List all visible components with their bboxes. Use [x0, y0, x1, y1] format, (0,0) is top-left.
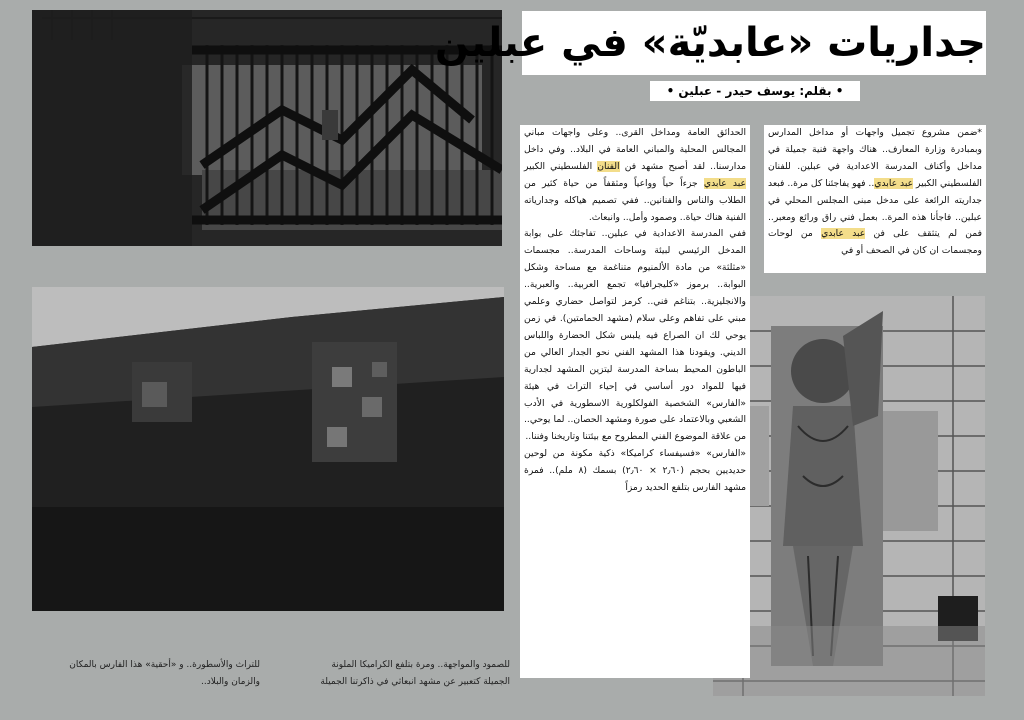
text-run: *ضمن مشروع تجميل واجهات أو مداخل المدارس وبمبادرة وزارة المعارف.. هناك واجهة فنية جميلة في مداخل وأكناف المدرسة الاعدادية في عبلين. للفنان الفلسطيني الكبير: [768, 127, 982, 189]
artist-name-highlight: عبد عابدي: [821, 228, 866, 240]
paragraph: [768, 125, 982, 260]
paragraph: ففي المدرسة الاعدادية في عبلين.. تفاجئك على بوابة المدخل الرئيسي لبيئة وساحات المدرسة.. مجسمات «مثلثة» من مادة الألمنيوم متناغمة مع مساحة وشكل البوابة.. برموز «كليجرافيا» تجمع العربية.. والعبرية.. والانجليزية.. بتناغم فني.. كرمز لتواصل حضاري وعلمي مبني على تفاهم وعلى سلام (مشهد الحمامتين). في زمن يوحي لك ان الصراع فيه يلبس شكل الحضارة واللباس الديني. ويقودنا هذا المشهد الفني نحو الجدار العالي من الباطون المحيط بساحة المدرسة ليتزين المشهد لجدارية فيها للمواد دور أساسي في إحياء التراث في هيئة «الفارس» الشخصية الفولكلورية الاسطورية في الأدب الشعبي وبالاعتماد على صورة ومشهد الحصان.. لما يوحي.. من علاقة الموضوع الفني المطروح مع بيئتنا وتاريخنا وفننا..: [524, 228, 746, 443]
artist-title-highlight: الفنان: [597, 160, 620, 172]
photo-wall-mosaic: [32, 287, 504, 611]
article-byline: • بقلم: يوسف حيدر - عبلين •: [650, 81, 860, 101]
caption-line: للتراث والأسطورة.. و «أحقية» هذا الفارس بالمكان: [69, 660, 260, 670]
text-run: .. فهو يفاجئنا كل مرة.. فبعد جداريته الرائعة على مدخل مبنى المجلس المحلي في عبلين.. فاجأنا هذه المرة.. بعمل فني راق ورائع ومعبر.. فمن لم يتثقف على فن: [768, 177, 982, 240]
photo-school-gate: [32, 10, 502, 246]
caption-left: [30, 657, 260, 691]
artist-name-highlight: عبد عابدي: [874, 177, 914, 189]
artist-name-highlight: عبد عابدي: [703, 177, 746, 189]
caption-right: [270, 657, 510, 691]
text-run: من لوحات ومجسمات ان كان في الصحف أو في: [768, 228, 982, 257]
text-column-right: [764, 125, 986, 273]
text-column-middle: [520, 125, 750, 678]
caption-line: للصمود والمواجهة.. ومرة بتلفع الكراميكا الملونة: [331, 660, 510, 670]
text-run: الحدائق العامة ومداخل القرى.. وعلى واجهات مباني المجالس المحلية والمباني العامة في البلاد.. وفي داخل مدارسنا.. لقد أصبح مشهد فن: [524, 127, 746, 172]
article-title: جداريات «عابديّة» في عبلين: [522, 11, 986, 75]
photo-relief-sculpture: [713, 296, 985, 696]
text-run: جزءاً حياً وواعياً ومثقفاً من حياة كثير من الطلاب والناس والفنانين.. ففي تصميم هياكله وجدارياته الفنية هناك حياة.. وصمود وأمل.. وانبعاث.: [524, 177, 746, 223]
paragraph: [524, 125, 746, 226]
caption-line: والزمان والبلاد..: [201, 677, 260, 687]
caption-line: الجميلة كتعبير عن مشهد انبعاثي في ذاكرتنا الجميلة: [320, 677, 510, 687]
text-run: الفلسطيني الكبير: [524, 160, 598, 172]
paragraph: «الفارس» «فسيفساء كراميكا» ذكية مكونة من لوحين حديديين بحجم (٢٫٦٠ × ٢٫٦٠) بسمك (٨ ملم).. فمرة مشهد الفارس بتلفع الحديد رمزاً: [524, 448, 747, 494]
